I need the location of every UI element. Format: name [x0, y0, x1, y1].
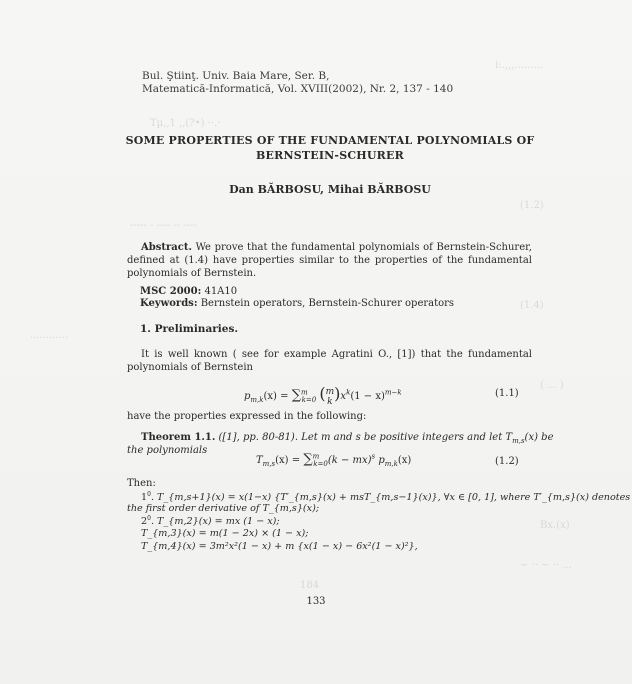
bleed-through: Tµ,,1 ,,(?•) ··.· [150, 118, 221, 129]
bleed-through: Bx.(x) [540, 520, 570, 531]
item-2: $2^0$. T_{m,2}(x) = mx (1 − x); [141, 515, 280, 528]
equation-1-1: $p_{m,k}(x) = \sum^m_{k=0}$ (m $k)x^k(1 - x)^{m-k}$ [244, 384, 402, 407]
title-line-2: BERNSTEIN-SCHURER [256, 149, 404, 162]
bleed-through: ............ [30, 330, 69, 341]
item-2-continued-b: T_{m,4}(x) = 3m²x²(1 − x) + m {x(1 − x) − 6x²(1 − x)²}, [141, 541, 418, 552]
bleed-through: ( ... ) [540, 380, 564, 391]
bleed-through: ----- - ---- -- ---- [130, 220, 197, 231]
bleed-through: (1.4) [520, 300, 544, 311]
item-2-continued-a: T_{m,3}(x) = m(1 − 2x) × (1 − x); [141, 528, 309, 539]
section-number: 1. [140, 323, 151, 335]
msc-line [140, 286, 237, 297]
keywords-label: Keywords: [140, 298, 198, 309]
keywords-value: Bernstein operators, Bernstein-Schurer operators [200, 298, 455, 309]
page-number: 133 [306, 596, 326, 607]
abstract-text: We prove that the fundamental polynomials of Bernstein-Schurer, defined at (1.4) have properties similar to the properties of the fundamental polynomials of Bernstein. [127, 242, 532, 279]
bleed-through: ~ ·· ~ ·· ... [520, 560, 572, 571]
then-label: Then: [127, 478, 156, 489]
theorem-ref: ([1], pp. 80-81). [218, 432, 299, 443]
equation-1-2: $T_{m,s}(x) = \sum^m_{k=0}(k - mx)^s$ $p_{m,k}(x)$ [256, 452, 412, 468]
section-title: Preliminaries. [154, 323, 239, 335]
authors: Dan BĂRBOSU, Mihai BĂRBOSU [229, 183, 431, 196]
equation-1-1-number: (1.1) [495, 388, 519, 399]
after-equation-text: have the properties expressed in the following: [127, 411, 367, 422]
section-heading [140, 323, 238, 335]
keywords-line [140, 298, 454, 309]
abstract [127, 241, 532, 280]
theorem-text: Let m and s be positive integers and let $T_{m,s}(x)$ be [301, 432, 554, 445]
item-1-continued: the first order derivative of T_{m,s}(x); [127, 503, 320, 514]
theorem-label: Theorem 1.1. [141, 432, 216, 443]
bleed-through: (1.2) [520, 200, 544, 211]
bleed-through: i:.,,,......... [495, 60, 543, 71]
journal-line-2: Matematică-Informatică, Vol. XVIII(2002), Nr. 2, 137 - 140 [142, 83, 454, 95]
title-line-1: SOME PROPERTIES OF THE FUNDAMENTAL POLYNOMIALS OF [125, 134, 535, 147]
journal-line-1: Bul. Ştiinţ. Univ. Baia Mare, Ser. B, [142, 70, 330, 82]
abstract-label: Abstract. [141, 242, 192, 253]
intro-paragraph: It is well known ( see for example Agratini O., [1]) that the fundamental polynomials of Bernstein [127, 349, 532, 373]
theorem-line-1 [141, 432, 554, 445]
item-1: $1^0$. T_{m,s+1}(x) = x(1−x) {T′_{m,s}(x) + msT_{m,s−1}(x)}, ∀x ∈ [0, 1], where T′_{m,s}(x) denotes [141, 491, 631, 504]
bleed-through: 184 [300, 580, 320, 591]
paper-title [100, 133, 560, 163]
equation-1-2-number: (1.2) [495, 456, 519, 467]
theorem-line-2: the polynomials [127, 445, 208, 456]
msc-label: MSC 2000: [140, 286, 202, 297]
msc-value: 41A10 [204, 286, 238, 297]
